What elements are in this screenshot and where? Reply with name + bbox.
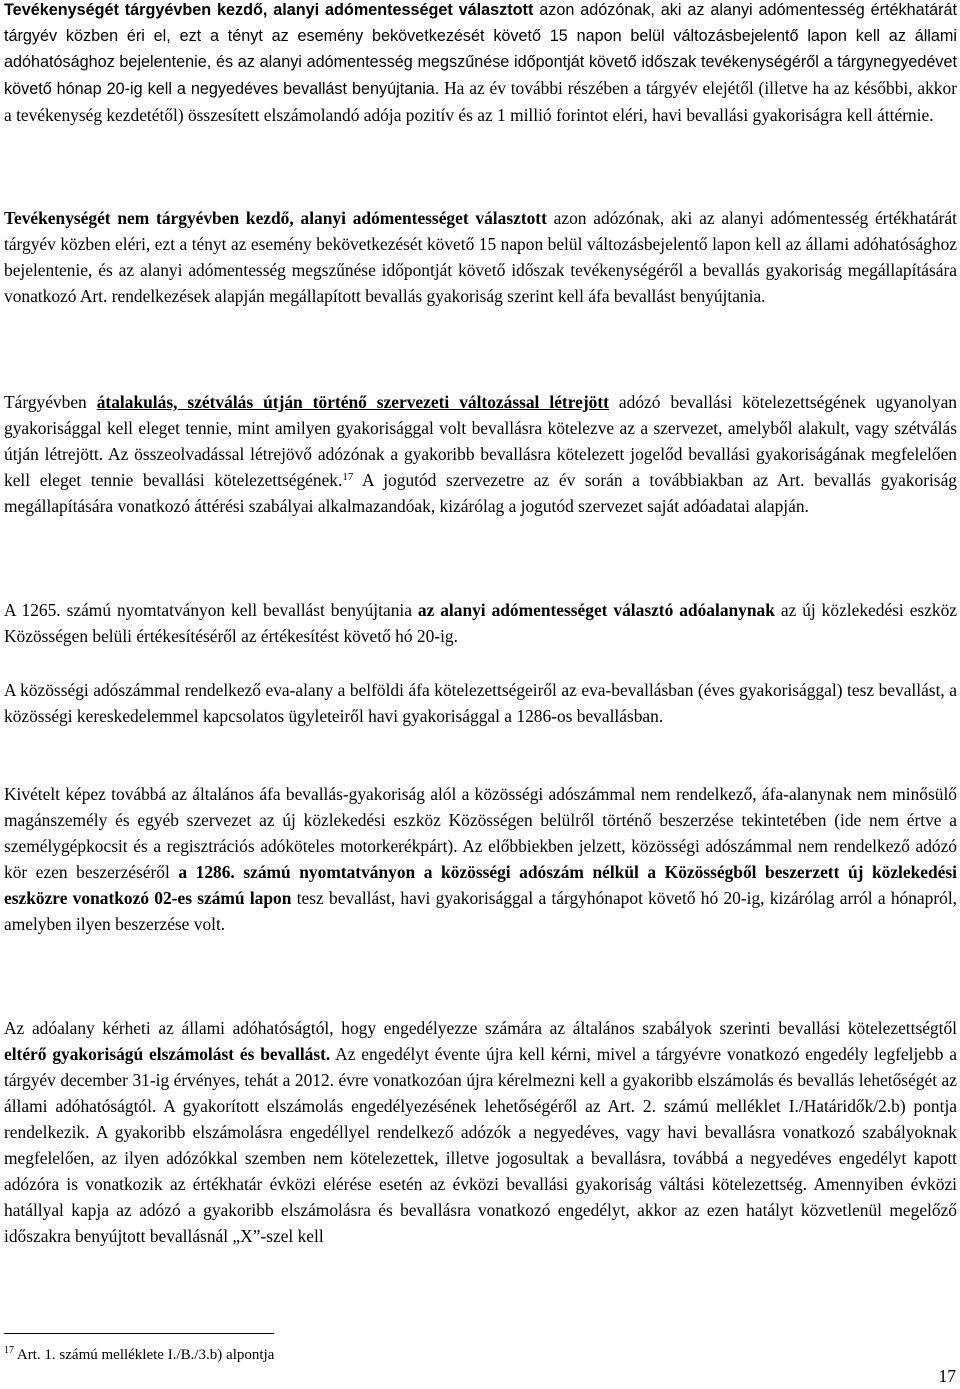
bold-phrase: a 1286. számú nyomtatványon a közösségi adószám nélkül a Közösségből beszerzett új közlekedési eszközre vonatkozó 02-es számú lapon [4, 862, 957, 908]
bold-phrase: Tevékenységét nem tárgyévben kezdő, alanyi adómentességet választott [4, 208, 547, 228]
paragraph-text: Az adóalany kérheti az állami adóhatóságtól, hogy engedélyezze számára az általános szabályok szerinti bevallási kötelezettségtől [4, 1018, 957, 1038]
paragraph-text: Kivételt képez továbbá az általános áfa bevallás-gyakoriság alól a közösségi adószámmal nem rendelkező, áfa-alanynak nem minősülő magánszemély és egyéb szervezet az új közlekedési eszköz Közösségen belülről történő beszerzése tekintetében (ide nem értve a személygépkocsit és a regisztrációs adóköteles motorkerékpárt). Az előbbiekben jelzett, közösségi adószámmal nem rendelkező adózó kör ezen beszerzéséről [4, 784, 957, 882]
paragraph-text: Az engedélyt évente újra kell kérni, mivel a tárgyévre vonatkozó engedély legfeljebb a tárgyév december 31-ig érvényes, tehát a 2012. évre vonatkozóan újra kérelmezni kell a gyakoribb elszámolás és bevallás lehetőségét az állami adóhatóságtól. A gyakorított elszámolás engedélyezésének lehetőségéről az Art. 2. számú melléklet I./Határidők/2.b) pontja rendelkezik. A gyakoribb elszámolásra engedéllyel rendelkező adózók a negyedéves, vagy havi bevallásra vonatkozó szabályoknak megfelelően, az ilyen adózókkal szemben nem kötelezettek, illetve jogosultak a bevallásra, továbbá a negyedéves engedélyt kapott adózóra is vonatkozik az értékhatár évközi elérése esetén az évközi bevallási gyakoriság váltási kötelezettség. Amennyiben évközi hatállyal kapja az adózó a gyakoribb elszámolásra és bevallásra vonatkozó engedélyt, akkor az ezen hatályt közvetlenül megelőző időszakra benyújtott bevallásnál „X”-szel kell [4, 1044, 957, 1246]
paragraph-text: adózó bevallási kötelezettségének ugyanolyan gyakorisággal kell eleget tennie, mint amilyen gyakorisággal volt bevallásra kötelezve az a szervezet, amelyből alakult, vagy szétválás útján létrejött. Az összeolvadással létrejövő adózónak a gyakoribb bevallásra kötelezett jogelőd bevallási gyakoriságának megfelelően kell eleget tennie bevallási kötelezettségének. [4, 392, 957, 490]
paragraph-1265-nyomtatvany [4, 597, 957, 649]
bold-phrase: eltérő gyakoriságú elszámolást és bevallást. [4, 1044, 331, 1064]
bold-underlined-phrase: átalakulás, szétválás útján történő szervezeti változással létrejött [96, 392, 609, 412]
paragraph-text: tesz bevallást, havi gyakorisággal a tárgyhónapot követő hó 20-ig, kizárólag arról a hónapról, amelyben ilyen beszerzése volt. [4, 888, 958, 934]
paragraph-eltero-gyakorisag [4, 1015, 957, 1249]
paragraph-tevekenyseget-nem-targyevben-kezdo [4, 205, 957, 309]
paragraph-eva-alany [4, 677, 957, 729]
paragraph-text: azon adózónak, aki az alanyi adómentesség értékhatárát tárgyév közben eléri, ezt a tényt az esemény bekövetkezését követő 15 napon belül változásbejelentő lapon kell az állami adóhatósághoz bejelentenie, és az alanyi adómentesség megszűnése időpontját követő időszak tevékenységéről a bevallás gyakoriság megállapítására vonatkozó Art. rendelkezések alapján megállapított bevallás gyakoriság szerint kell áfa bevallást benyújtania. [4, 208, 958, 306]
footnote-separator [4, 1333, 274, 1334]
bold-phrase: Tevékenységét tárgyévben kezdő, alanyi adómentességet választott [4, 1, 534, 19]
paragraph-text: Ha az év további részében a tárgyév elejétől (illetve ha az későbbi, akkor a tevékenység kezdetétől) összesített elszámolandó adója pozitív és az 1 millió forintot eléri, havi bevallási gyakoriságra kell áttérnie. [4, 78, 957, 125]
paragraph-atalakulas [4, 389, 957, 519]
footnote-text: Art. 1. számú melléklete I./B./3.b) alpontja [14, 1347, 275, 1363]
footnote [4, 1346, 274, 1364]
paragraph-text: A jogutód szervezetre az év során a továbbiakban az Art. bevallás gyakoriság megállapítására vonatkozó áttérési szabályai alkalmazandóak, kizárólag a jogutód szervezet saját adóadatai alapján. [4, 470, 957, 516]
paragraph-kiveteit-kepez [4, 781, 957, 937]
paragraph-text: azon adózónak, aki az alanyi adómentesség értékhatárát tárgyév közben éri el, ezt a tényt az esemény bekövetkezését követő 15 napon belül változásbejelentő lapon kell az állami adóhatósághoz bejelentenie, és az alanyi adómentesség megszűnése időpontját követő időszak tevékenységéről a tárgynegyedévet követő hónap 20-ig kell a negyedéves bevallást benyújtania. [4, 1, 957, 98]
footnote-reference[interactable]: 17 [342, 471, 354, 483]
paragraph-text: A közösségi adószámmal rendelkező eva-alany a belföldi áfa kötelezettségeiről az eva-bevallásban (éves gyakorisággal) tesz bevallást, a közösségi kereskedelemmel kapcsolatos ügyleteiről havi gyakorisággal a 1286-os bevallásban. [4, 680, 957, 726]
paragraph-tevekenyseget-targyevben-kezdo [4, 0, 957, 129]
bold-phrase: az alanyi adómentességet választó adóalanynak [417, 600, 775, 620]
paragraph-text: Tárgyévben [4, 392, 97, 412]
paragraph-text: A 1265. számú nyomtatványon kell bevallást benyújtania [4, 600, 418, 620]
footnote-number: 17 [4, 1345, 14, 1356]
page-number: 17 [938, 1366, 956, 1386]
paragraph-text: az új közlekedési eszköz Közösségen belüli értékesítéséről az értékesítést követő hó 20-ig. [4, 600, 958, 646]
